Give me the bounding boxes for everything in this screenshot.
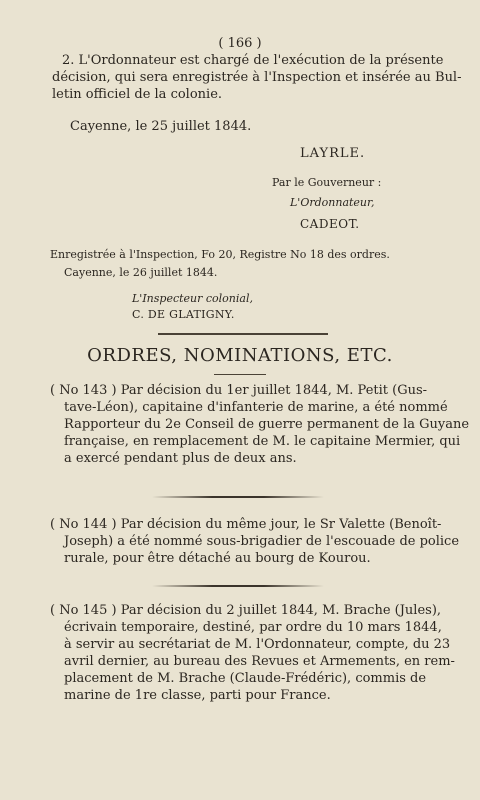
inspecteur-name: C. DE GLATIGNY. (132, 308, 235, 321)
order-separator (152, 585, 324, 587)
order-line: placement de M. Brache (Claude-Frédéric), commis de (64, 671, 427, 686)
order-line: tave-Léon), capitaine d'infanterie de marine, a été nommé (64, 400, 448, 415)
order-line: Joseph) a été nommé sous-brigadier de l'escouade de police (64, 534, 460, 549)
order-145 (50, 602, 460, 704)
order-line: ( No 143 ) Par décision du 1er juillet 1844, M. Petit (Gus- (50, 383, 428, 398)
order-144 (50, 516, 460, 567)
signature-layrle: LAYRLE. (300, 146, 366, 161)
page-number: ( 166 ) (218, 36, 262, 51)
section-heading: ORDRES, NOMINATIONS, ETC. (87, 345, 393, 366)
section-divider (158, 333, 328, 335)
order-line: marine de 1re classe, parti pour France. (64, 688, 331, 703)
heading-underline (214, 374, 266, 375)
registration-date: Cayenne, le 26 juillet 1844. (64, 266, 218, 279)
ordonnateur-title: L'Ordonnateur, (290, 196, 375, 209)
paragraph-2 (52, 52, 462, 103)
order-separator (152, 496, 324, 498)
order-line: française, en remplacement de M. le capitaine Mermier, qui (64, 434, 461, 449)
order-line: ( No 144 ) Par décision du même jour, le Sr Valette (Benoît- (50, 517, 442, 532)
order-line: a exercé pendant plus de deux ans. (64, 451, 297, 466)
order-line: ( No 145 ) Par décision du 2 juillet 1844, M. Brache (Jules), (50, 603, 442, 618)
order-line: Rapporteur du 2e Conseil de guerre permanent de la Guyane (64, 417, 470, 432)
order-line: avril dernier, au bureau des Revues et Armements, en rem- (64, 654, 455, 669)
order-line: rurale, pour être détaché au bourg de Kourou. (64, 551, 371, 566)
signature-cadeot: CADEOT. (300, 217, 360, 231)
paragraph-2-line: 2. L'Ordonnateur est chargé de l'exécution de la présente (62, 53, 444, 68)
paragraph-2-line: letin officiel de la colonie. (52, 87, 223, 102)
place-date: Cayenne, le 25 juillet 1844. (70, 119, 252, 134)
order-line: à servir au secrétariat de M. l'Ordonnateur, compte, du 23 (64, 637, 451, 652)
registration-line: Enregistrée à l'Inspection, Fo 20, Registre No 18 des ordres. (50, 248, 390, 261)
par-le-gouverneur: Par le Gouverneur : (272, 176, 382, 189)
inspecteur-title: L'Inspecteur colonial, (132, 292, 253, 305)
order-143 (50, 382, 470, 467)
paragraph-2-line: décision, qui sera enregistrée à l'Inspection et insérée au Bul- (52, 70, 462, 85)
order-line: écrivain temporaire, destiné, par ordre du 10 mars 1844, (64, 620, 442, 635)
